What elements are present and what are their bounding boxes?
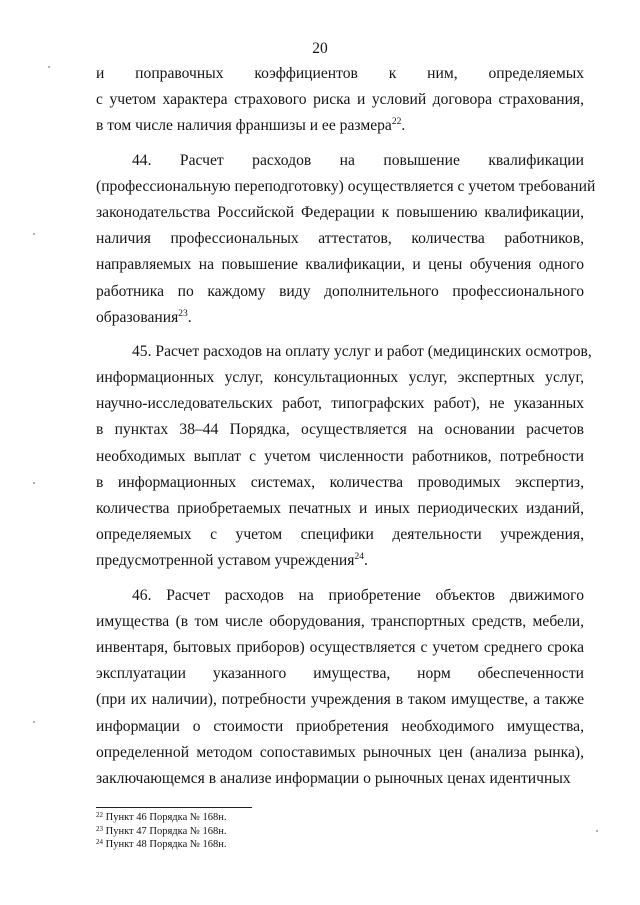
scan-speck — [33, 721, 35, 723]
text-line: количества приобретаемых печатных и иных периодических изданий, — [96, 500, 584, 517]
text-line: и поправочных коэффициентов к ним, определяемых — [96, 65, 584, 82]
footnote — [96, 811, 227, 825]
paragraph-gap — [96, 331, 584, 339]
text-line: необходимых выплат с учетом численности работников, потребности — [96, 447, 584, 465]
footnote — [96, 825, 227, 839]
footnotes — [96, 811, 227, 852]
scan-speck — [48, 66, 50, 68]
text-line: предусмотренной уставом учреждения$^{24}$. — [96, 552, 368, 570]
text-line: законодательства Российской Федерации к повышению квалификации, — [96, 203, 584, 221]
footnote-text: Пункт 47 Порядка № 168н. — [105, 825, 227, 837]
text-line: информационных услуг, консультационных услуг, экспертных услуг, — [96, 369, 584, 387]
text-line: в пунктах 38–44 Порядка, осуществляется на основании расчетов — [96, 421, 584, 439]
text-line: научно-исследовательских работ, типографских работ), не указанных — [96, 395, 584, 413]
page-number: 20 — [312, 40, 328, 57]
scan-speck — [596, 830, 598, 832]
scan-speck — [33, 482, 35, 484]
text-line: направляемых на повышение квалификации, и цены обучения одного — [96, 256, 584, 274]
footnote-number: 23 — [96, 824, 103, 833]
footnote-reference[interactable]: 23 — [178, 308, 188, 319]
paragraph — [96, 61, 584, 140]
scan-speck — [33, 233, 35, 235]
document-body — [96, 61, 596, 792]
text-line: в том числе наличия франшизы и ее размера$^{22}$. — [96, 117, 406, 135]
paragraph — [96, 339, 592, 575]
paragraph-gap — [96, 575, 584, 583]
footnote-text: Пункт 46 Порядка № 168н. — [105, 812, 227, 823]
footnote-separator — [96, 807, 252, 808]
text-line: определяемых с учетом специфики деятельности учреждения, — [96, 526, 584, 544]
text-line: эксплуатации указанного имущества, норм обеспеченности — [96, 665, 584, 683]
paragraph-gap — [96, 140, 584, 148]
footnote-number: 24 — [96, 838, 103, 846]
text-line: заключающемся в анализе информации о рыночных ценах идентичных — [96, 769, 571, 787]
footnote — [96, 838, 227, 852]
text-line: с учетом характера страхового риска и условий договора страхования, — [96, 91, 584, 109]
text-line: образования$^{23}$. — [96, 308, 192, 326]
footnote-text: Пункт 48 Порядка № 168н. — [105, 839, 227, 850]
text-line: работника по каждому виду дополнительного профессионального — [96, 282, 584, 300]
text-line: наличия профессиональных аттестатов, количества работников, — [96, 230, 584, 248]
text-line: информации о стоимости приобретения необходимого имущества, — [96, 717, 584, 735]
text-line: (при их наличии), потребности учреждения в таком имуществе, а также — [96, 691, 584, 709]
text-line: 44. Расчет расходов на повышение квалификации — [132, 151, 584, 169]
text-line: в информационных системах, количества проводимых экспертиз, — [96, 473, 584, 491]
text-line: имущества (в том числе оборудования, транспортных средств, мебели, — [96, 612, 584, 630]
text-line: 45. Расчет расходов на оплату услуг и работ (медицинских осмотров, — [132, 342, 592, 360]
paragraph — [96, 148, 596, 331]
footnote-number: 22 — [96, 811, 103, 819]
text-line: 46. Расчет расходов на приобретение объектов движимого — [132, 586, 584, 604]
text-line: определенной методом сопоставимых рыночных цен (анализа рынка), — [96, 743, 584, 761]
text-line: (профессиональную переподготовку) осуществляется с учетом требований — [96, 177, 596, 195]
paragraph — [96, 583, 584, 793]
text-line: инвентаря, бытовых приборов) осуществляется с учетом среднего срока — [96, 638, 584, 656]
footnote-reference[interactable]: 22 — [391, 117, 402, 128]
footnote-reference[interactable]: 24 — [354, 552, 364, 563]
